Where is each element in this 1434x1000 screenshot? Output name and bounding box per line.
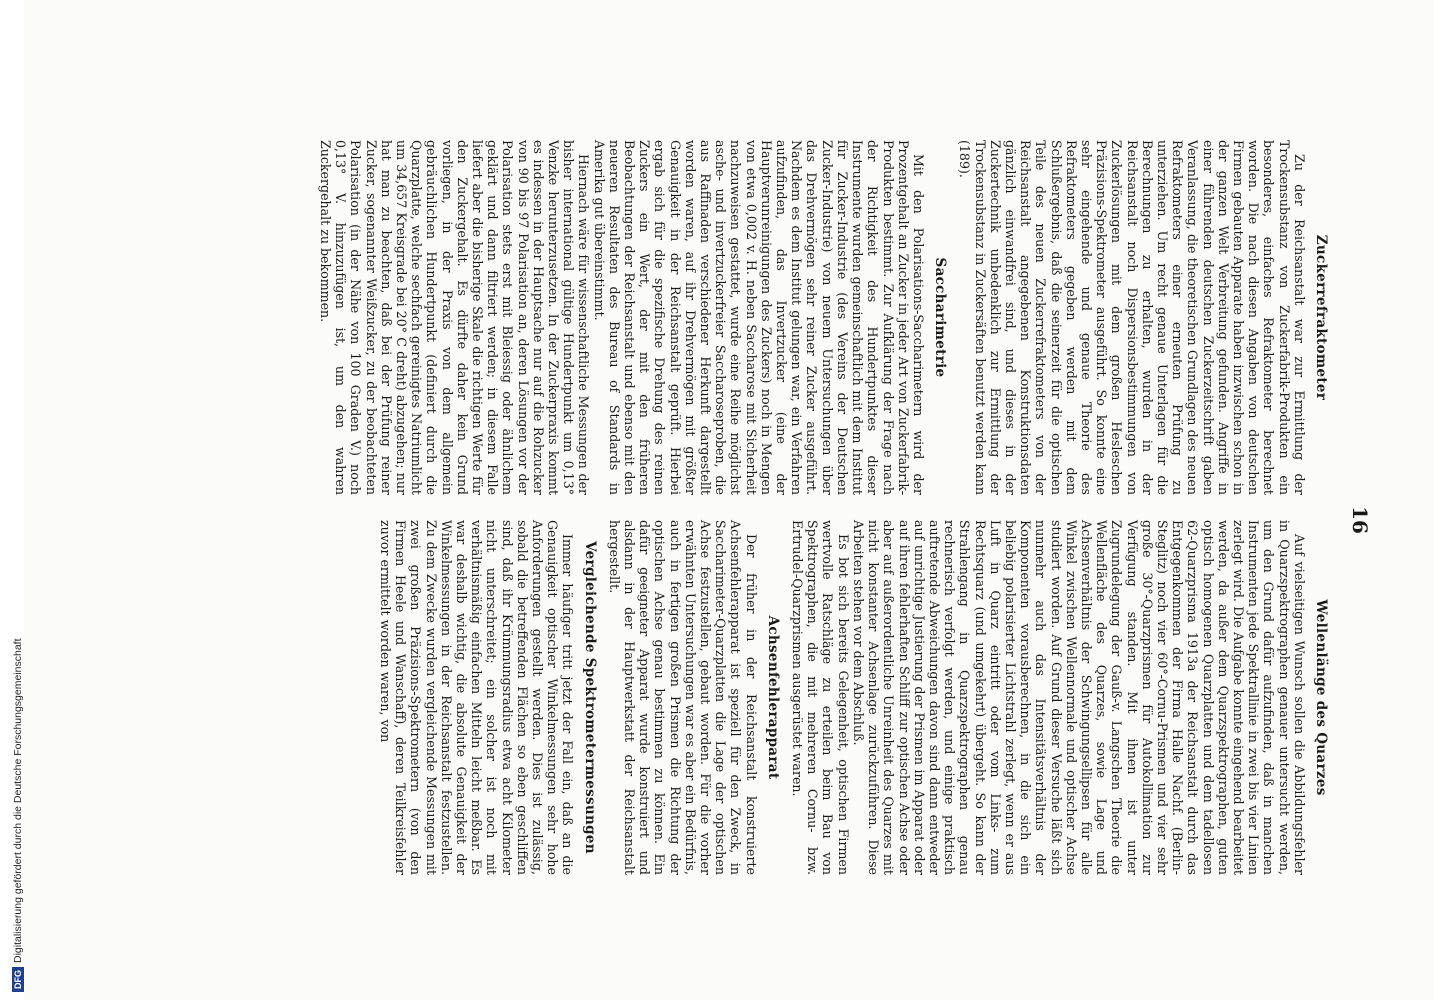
paragraph: Mit den Polarisations-Saccharimetern wird der Prozentgehalt an Zucker in jeder Art von Zuckerfabrik-Produkten bestimmt. Zur Aufklärung der Frage nach der Richtigkeit des Hundertpunktes dieser Instrumente wurden gemeinschaftlich mit dem Institut für Zucker-Industrie (des Vereins der Deutschen Zucker-Industrie) von neuem Untersuchungen über das Drehvermögen sehr reiner Zucker ausgeführt. Nachdem es dem Institut gelungen war, ein Verfahren aufzufinden, das Invertzucker (eine der Hauptverunreinigungen des Zuckers) noch in Mengen von etwa 0,002 v. H. neben Saccharose mit Sicherheit nachzuweisen gestattet, wurde eine Reihe möglichst asche- und invertzuckerfreier Saccharoseproben, die aus Raffinaden verschiedener Herkunft dargestellt worden waren, auf ihr Drehvermögen mit größter Genauigkeit in der Reichsanstalt geprüft. Hierbei ergab sich für die spezifische Drehung des reinen Zuckers ein Wert, der mit den früheren Beobachtungen der Reichsanstalt und ebenso mit den neueren Resultaten des Bureau of Standards in Amerika gut übereinstimmt. <box>591 140 926 495</box>
footer-credit: Digitalisierung gefördert durch die Deutsche Forschungsgemeinschaft <box>12 638 24 963</box>
rotated-page <box>130 130 1390 910</box>
paragraph: Hiernach wäre für wissenschaftliche Messungen der bisher international gültige Hundertpunkt um 0,13° Venzke herunterzusetzen. In der Zuckerpraxis kommt es indessen in der Hauptsache nur auf die Rohzucker von 90 bis 97 Polarisation an, deren Lösungen vor der Polarisation stets erst mit Bleiessig oder ähnlichem geklärt und dann filtriert werden; in diesem Falle liefert aber die bisherige Skale die richtigen Werte für den Zuckergehalt. Es dürfte daher kein Grund vorliegen, in der Praxis von dem allgemein gebräuchlichen Hundertpunkt (definiert durch die Quarzplatte, welche sechfach gereinigtes Natriumlicht um 34,657 Kreisgrade bei 20° C dreht) abzugehen; nur hat man zu beachten, daß bei der Prüfung reiner Zucker, sogenannter Weißzucker, zu der beobachteten Polarisation (in der Nähe von 100 Graden V.) noch 0,13° V. hinzuzufügen ist, um den wahren Zuckergehalt zu bekommen. <box>318 140 592 495</box>
footer-credit-line <box>12 638 24 992</box>
paragraph: Immer häufiger tritt jetzt der Fall ein, daß an die Genauigkeit optischer Winkelmessungen sehr hohe Anforderungen gestellt werden. Dies ist zulässig, sobald die betreffenden Flächen so eben geschliffen sind, daß ihr Krümmungsradius etwa acht Kilometer nicht unterschreitet; ein solcher ist noch mit verhältnismäßig einfachen Mitteln leicht meßbar. Es war deshalb wichtig, die absolute Genauigkeit der Winkelmessungen in der Reichsanstalt festzustellen. Zu dem Zwecke wurden vergleichende Messungen mit zwei großen Präzisions-Spektrometern (von den Firmen Heele und Wanschaff), deren Teilkreisfehler zuvor ermittelt worden waren, von <box>378 520 576 875</box>
heading-achsenfehlerapparat: Achsenfehlerapparat <box>764 615 781 780</box>
paragraph: Der früher in der Reichsanstalt konstruierte Achsenfehlerapparat ist speziell für den Zweck, in Saccharimeter-Quarzplatten die Lage der optischen Achse festzustellen, gebaut worden. Für die vorher erwähnten Untersuchungen war es aber ein Bedürfnis, auch in fertigen großen Prismen die Richtung der optischen Achse genau bestimmen zu können. Ein dafür geeigneter Apparat wurde konstruiert und alsdann in der Hauptwerkstatt der Reichsanstalt hergestellt. <box>606 520 759 875</box>
heading-saccharimetrie: Saccharimetrie <box>932 257 949 378</box>
heading-wellenlaenge: Wellenlänge des Quarzes <box>1313 599 1329 796</box>
heading-zuckerrefraktometer: Zuckerrefraktometer <box>1313 234 1329 401</box>
paragraph: Zu der Reichsanstalt war zur Ermittlung der Trockensubstanz von Zuckerfabrik-Produkten ein besonderes, einfaches Refraktometer berechnet worden. Die nach diesen Angaben von deutschen Firmen gebauten Apparate haben inzwischen schon in der ganzen Welt Verbreitung gefunden. Angriffe in einer führenden deutschen Zuckerzeitschrift gaben Veranlassung, die theoretischen Grundlagen des neuen Refraktometers einer erneuten Prüfung zu unterziehen. Um recht genaue Unterlagen für die Berechnungen zu erhalten, wurden in der Reichsanstalt noch Dispersionsbestimmungen von Zuckerlösungen mit dem großen Hesleschen Präzisions-Spektrometer ausgeführt. So konnte eine sehr eingehende und genaue Theorie des Refraktometers gegeben werden mit dem Schlußergebnis, daß die seinerzeit für die optischen Teile des neuen Zuckerrefraktometers von der Reichsanstalt angegebenen Konstruktionsdaten gänzlich einwandfrei sind, und dieses in der Zuckertechnik unbedenklich zur Ermittlung der Trockensubstanz in Zuckersäften benutzt werden kann (189). <box>957 140 1307 495</box>
page-content-area <box>130 130 1390 910</box>
right-column <box>378 520 1330 875</box>
dfg-logo: DFG <box>12 967 24 992</box>
digitization-footer <box>0 0 24 1000</box>
paragraph: Es bot sich bereits Gelegenheit, optischen Firmen wertvolle Ratschläge zu erteilen beim Bau von Spektrographen, die mit mehreren Cornu- bzw. Ertrudel-Quarzprismen ausgerüstet waren. <box>790 520 851 875</box>
left-column <box>318 140 1330 495</box>
paragraph: Auf vielseitigen Wunsch sollen die Abbildungsfehler in Quarzspektrographen genauer untersucht werden, um den Grund dafür aufzufinden, daß in manchen Instrumenten jede Spektrallinie in zwei bis vier Linien zerlegt wird. Die Aufgabe konnte eingehend bearbeitet werden, da außer dem Quarzspektrographen, guten optisch homogenen Quarzplatten und dem tadellosen 62-Quarzprisma 1913a der Reichsanstalt durch das Entgegenkommen der Firma Halle Nachf. (Berlin-Steglitz) noch vier 60°-Cornu-Prismen und vier sehr große 30°-Quarzprismen für Autokollimation zur Verfügung standen. Mit ihnen ist unter Zugrundelegung der Gauß-v. Langschen Theorie die Wellenfläche des Quarzes, sowie Lage und Achsenverhältnis der Schwingungsellipsen für alle Winkel zwischen Wellennormale und optischer Achse studiert worden. Auf Grund dieser Versuche läßt sich nunmehr auch das Intensitätsverhältnis der Komponenten vorausberechnen, in die sich ein beliebig polarisierter Lichtstrahl zerlegt, wenn er aus Luft in Quarz eintritt oder vom Links- zum Rechtsquarz (und umgekehrt) übergeht. So kann der Strahlengang in Quarzspektrographen genau rechnerisch verfolgt werden, und einige praktisch auftretende Abweichungen davon sind dann entweder auf unrichtige Justierung der Prismen im Apparat oder auf ihren fehlerhaften Schliff zur optischen Achse oder aber auf außerordentliche Unreinheit des Quarzes mit nicht konstanter Achsenlage zurückzuführen. Diese Arbeiten stehen vor dem Abschluß. <box>850 520 1307 875</box>
page-number: 16 <box>1348 506 1372 534</box>
heading-spektrometermessungen: Vergleichende Spektrometermessungen <box>581 541 598 854</box>
